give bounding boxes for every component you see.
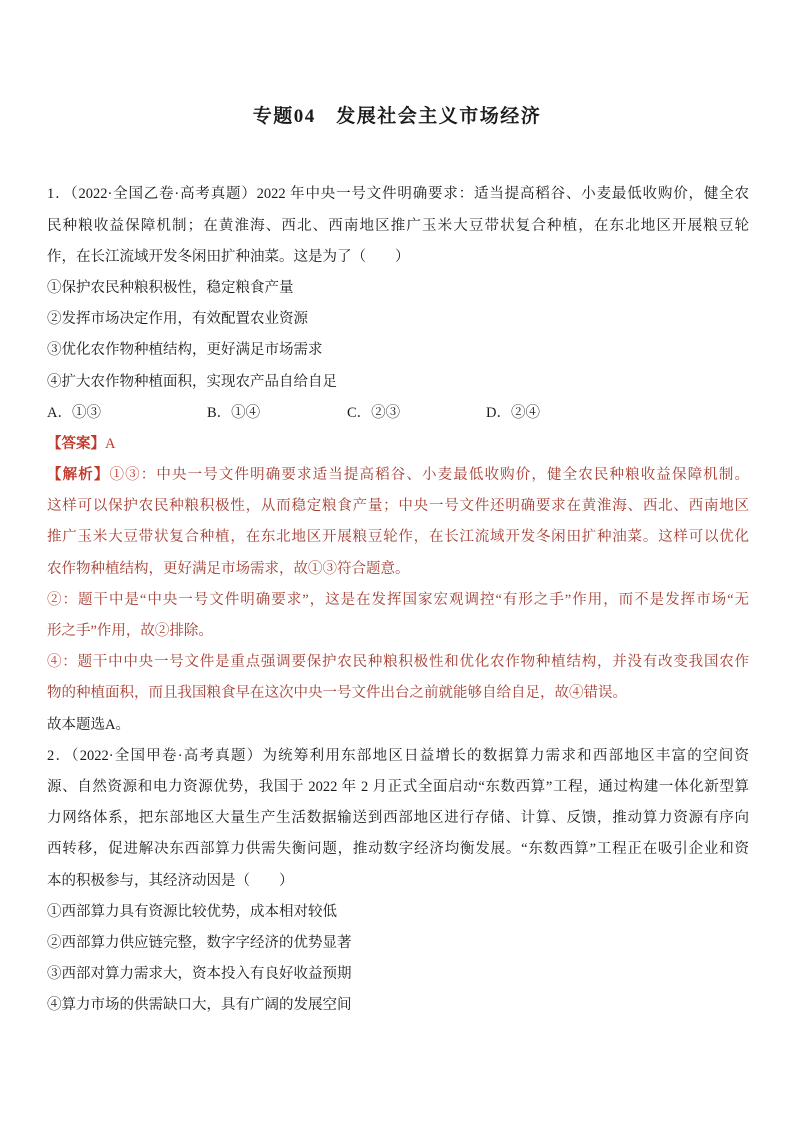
question-2-statement-3: ③西部对算力需求大，资本投入有良好收益预期: [47, 966, 352, 983]
analysis-text: 中央一号文件明确要求适当提高稻谷、小麦最低收购价，健全农民种粮收益保障机制。: [156, 467, 749, 484]
analysis-line: 形之手”作用，故②排除。: [47, 623, 213, 640]
choice-a: A．①③: [47, 404, 101, 421]
answer-label: 【答案】: [47, 435, 105, 452]
document-body: [47, 179, 749, 1021]
question-1-statement-4: ④扩大农作物种植面积，实现农产品自给自足: [47, 373, 337, 390]
answer-value: A: [105, 435, 116, 452]
question-2-statement-2: ②西部算力供应链完整，数字字经济的优势显著: [47, 934, 352, 951]
analysis-line: 农作物种植结构，更好满足市场需求，故①③符合题意。: [47, 560, 410, 577]
question-1-stem-line: 作，在长江流域开发冬闲田扩种油菜。这是为了（ ）: [47, 248, 410, 265]
analysis-text: 题干中是“中央一号文件明确要求”，这是在发挥国家宏观调控“有形之手”作用，而不是发挥市场“无: [77, 591, 750, 608]
question-1-stem-line: 1．（2022·全国乙卷·高考真题）2022 年中央一号文件明确要求：适当提高稻谷、小麦最低收购价，健全农: [47, 186, 749, 203]
analysis-text: 题干中中央一号文件是重点强调要保护农民种粮积极性和优化农作物种植结构，并没有改变我国农作: [77, 654, 750, 671]
question-2-stem-line: 力网络体系，把东部地区大量生产生活数据输送到西部地区进行存储、计算、反馈，推动算力资源有序向: [47, 810, 749, 827]
analysis-marker: ④：: [47, 654, 78, 671]
question-1: [47, 179, 749, 740]
question-2-stem-line: 源、自然资源和电力资源优势，我国于 2022 年 2 月正式全面启动“东数西算”工程，通过构建一体化新型算: [47, 778, 749, 795]
answer-line: [47, 429, 749, 460]
analysis-line: [47, 647, 749, 678]
analysis-conclusion: 故本题选A。: [47, 716, 130, 733]
analysis-line: 物的种植面积，而且我国粮食早在这次中央一号文件出台之前就能够自给自足，故④错误。: [47, 685, 627, 702]
choice-b: B．①④: [207, 404, 261, 421]
question-1-statement-1: ①保护农民种粮积极性，稳定粮食产量: [47, 279, 294, 296]
analysis-marker: ①③：: [109, 467, 157, 484]
question-1-choices: [47, 398, 749, 429]
question-1-stem-line: 民种粮收益保障机制；在黄淮海、西北、西南地区推广玉米大豆带状复合种植，在东北地区开展粮豆轮: [47, 217, 749, 234]
choice-c: C．②③: [347, 404, 401, 421]
question-1-statement-3: ③优化农作物种植结构，更好满足市场需求: [47, 342, 323, 359]
question-2-stem-line: 2．（2022·全国甲卷·高考真题）为统筹利用东部地区日益增长的数据算力需求和西部地区丰富的空间资: [47, 747, 749, 764]
analysis-marker: ②：: [47, 591, 78, 608]
question-2: [47, 741, 749, 1022]
choice-d: D．②④: [486, 404, 540, 421]
analysis-line: [47, 585, 749, 616]
analysis-line: 推广玉米大豆带状复合种植，在东北地区开展粮豆轮作，在长江流域开发冬闲田扩种油菜。这样可以优化: [47, 529, 749, 546]
question-2-stem-line: 本的积极参与，其经济动因是（ ）: [47, 872, 294, 889]
question-1-statement-2: ②发挥市场决定作用，有效配置农业资源: [47, 311, 308, 328]
analysis-line: [47, 460, 749, 491]
question-2-statement-1: ①西部算力具有资源比较优势，成本相对较低: [47, 903, 337, 920]
analysis-label: 【解析】: [47, 467, 110, 484]
document-title: 专题04 发展社会主义市场经济: [252, 106, 542, 127]
question-2-stem-line: 西转移，促进解决东西部算力供需失衡问题，推动数字经济均衡发展。“东数西算”工程正在吸引企业和资: [47, 841, 749, 858]
analysis-line: 这样可以保护农民种粮积极性，从而稳定粮食产量；中央一号文件还明确要求在黄淮海、西北、西南地区: [47, 498, 749, 515]
question-2-statement-4: ④算力市场的供需缺口大，具有广阔的发展空间: [47, 997, 352, 1014]
